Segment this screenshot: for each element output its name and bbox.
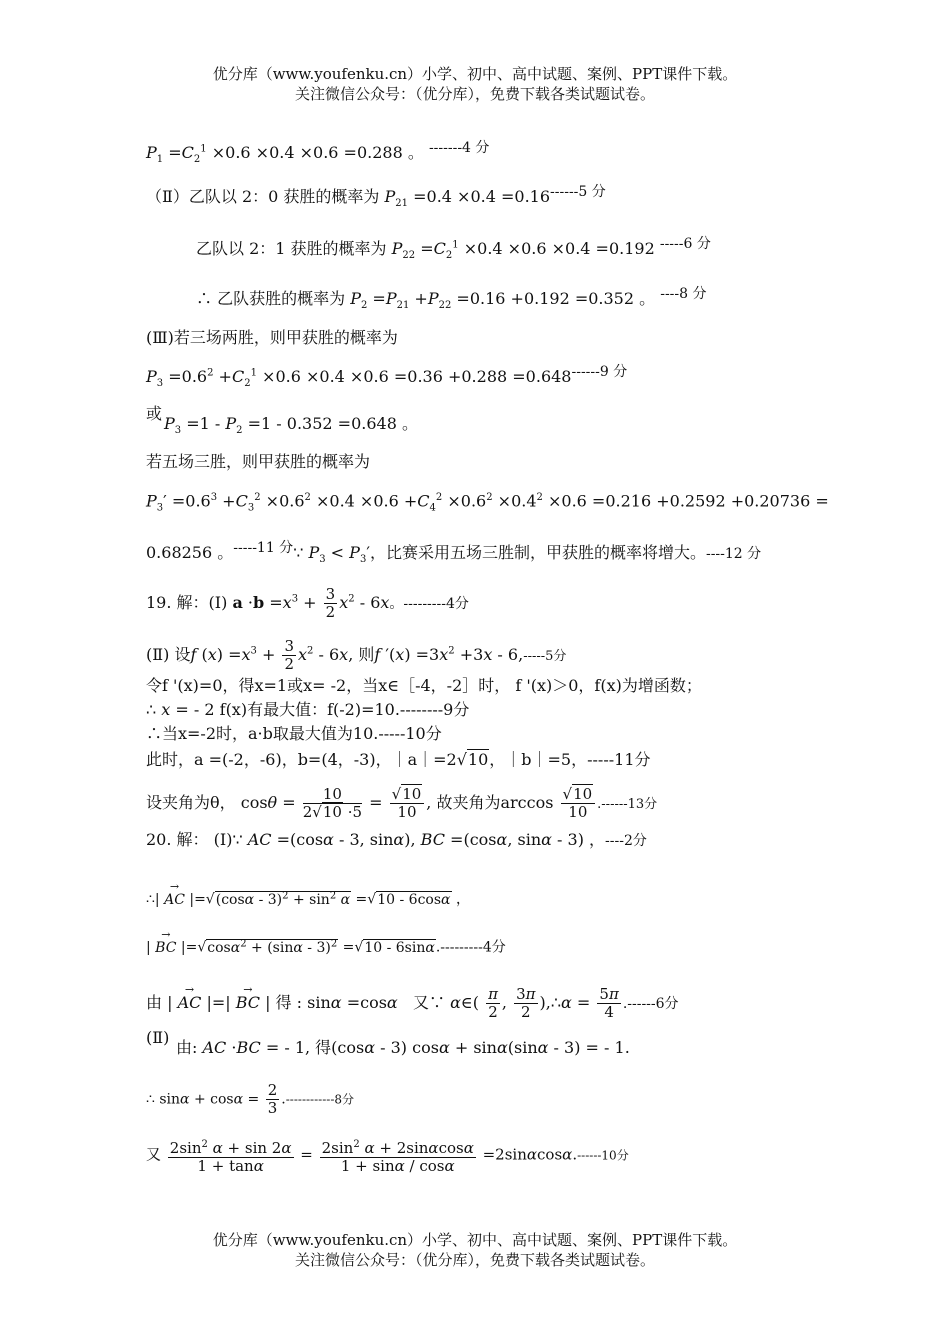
line-ii-20: （Ⅱ）乙队以 2：0 获胜的概率为 $P_{21} =0.4 \times 0.4 =0.16------5$ 分 (146, 184, 606, 210)
q19-max-ab: ∴当x=-2时，a·b取最大值为10.-----10分 (146, 724, 442, 743)
q19-derivative: 令f '(x)=0，得x=1或x= -2，当x∈［-4，-2］时， f '(x)＞0，f(x)为增函数； (146, 676, 702, 695)
q19-angle: 设夹角为θ， cosθ = $\frac{10}{2√10 \cdot 5}$ = $\frac{√10}{10}$ , 故夹角为arccos $\frac{√10}{10}$ .------13分 (146, 785, 658, 821)
footer-line-1: 优分库（www.youfenku.cn）小学、初中、高中试题、案例、PPT课件下载。 (212, 1231, 738, 1249)
q19-vectors: 此时，a =(-2，-6)，b=(4，-3)，｜a｜=2√10，｜b｜=5，-----11分 (146, 750, 651, 769)
header-line-2: 关注微信公众号：（优分库），免费下载各类试题试卷。 (294, 85, 655, 103)
line-five-head: 若五场三胜，则甲获胜的概率为 (146, 452, 371, 471)
q19-ii: (Ⅱ) 设f $(x) =x^3$ + $\frac{3}{2}$ $x^2 - 6x$, 则f $'(x) =3x^2 +3x - 6,-----5$分 (146, 637, 567, 673)
q20-ii-label: (Ⅱ) (146, 1028, 170, 1047)
eq-p3-prime: $P_3' =0.6^3 +C_3^2 \times 0.6^2 \times 0.4 \times 0.6 +C_4^2 \times 0.6^2 \times 0.4^2 \times 0.6 =0.216 +0.2592 +0.20736$ = (146, 491, 829, 514)
eq-p3: $P_3 =0.6^2 +C_2^1 \times 0.6 \times 0.4 \times 0.6 =0.36 +0.288 =0.648------9$ 分 (146, 364, 628, 390)
q20-equal: 由 | → AC |=| → BC | 得 : sinα =cosα 又∵ α∈( $\frac{\pi}{2}$ , $\frac{3\pi}{2}$ ),∴α = $\frac{5\pi}{4}$ .------6分 (146, 986, 679, 1021)
line-ii-21: 乙队以 2：1 获胜的概率为 $P_{22} =C_2^1 \times 0.4 \times 0.6 \times 0.4 =0.192$ -----6 分 (196, 236, 711, 262)
line-iii-head: (Ⅲ)若三场两胜，则甲获胜的概率为 (146, 328, 398, 347)
q19-max: ∴ x = - 2 f(x)有最大值：f(-2)=10.--------9分 (146, 700, 470, 719)
q20-sum: ∴ sinα + cosα = $\frac{2}{3}$ .------------8分 (146, 1081, 355, 1117)
eq-p3-alt: 或 (146, 404, 163, 423)
header-line-1: 优分库（www.youfenku.cn）小学、初中、高中试题、案例、PPT课件下载。 (212, 65, 738, 83)
eq-p1: $P_1 =C_2^1 \times 0.6 \times 0.4 \times 0.6 =0.288$ 。 -------4 分 (146, 140, 490, 166)
eq-p3-alt-formula: $P_3 =1 - P_2 =1 - 0.352 =0.648$ 。 (164, 414, 418, 437)
q20-ac-length: ∴| → AC $|=√(\cos\alpha - 3)^2 + \sin^2 \alpha =√10 - 6\cos\alpha$ ， (146, 886, 470, 910)
q20-ii: 由: AC ·BC = - 1, 得(cosα - 3) cosα + sinα(sinα - 3) = - 1. (176, 1038, 630, 1057)
score-4: -------4 分 (428, 140, 490, 156)
q20-bc-length: | → BC |=√cosα$^2$ + (sinα - 3)$^2$ =√10 - 6sinα.---------4分 (146, 934, 506, 958)
q20-final: 又 $\frac{2\sin^2 \alpha + \sin 2\alpha}{1 + \tan\alpha}$ = $\frac{2\sin^2 \alpha + 2\sin\alpha\cos\alpha}{1 + \sin\alpha / \cos\alpha}$ =2sinαcosα.------10分 (146, 1136, 629, 1175)
q19-i: 19. 解：(Ⅰ) $a \cdot b =x^3$ + $\frac{3}{2}$ $x^2 - 6x$。---------4分 (146, 585, 469, 621)
q20-i: 20. 解： (I)∵ AC =(cosα - 3, sinα), BC =(cosα, sinα - 3) ，----2分 (146, 830, 647, 849)
footer-line-2: 关注微信公众号：（优分库），免费下载各类试题试卷。 (294, 1251, 655, 1269)
line-ii-total: ∴ 乙队获胜的概率为 $P_2 =P_{21} +P_{22} =0.16 +0.192 =0.352$ 。 ----8 分 (196, 286, 707, 312)
eq-result-compare: 0.68256 。-----11 分∵ $P_3 < P_3'$，比赛采用五场三胜制，甲获胜的概率将增大。----12 分 (146, 540, 762, 566)
